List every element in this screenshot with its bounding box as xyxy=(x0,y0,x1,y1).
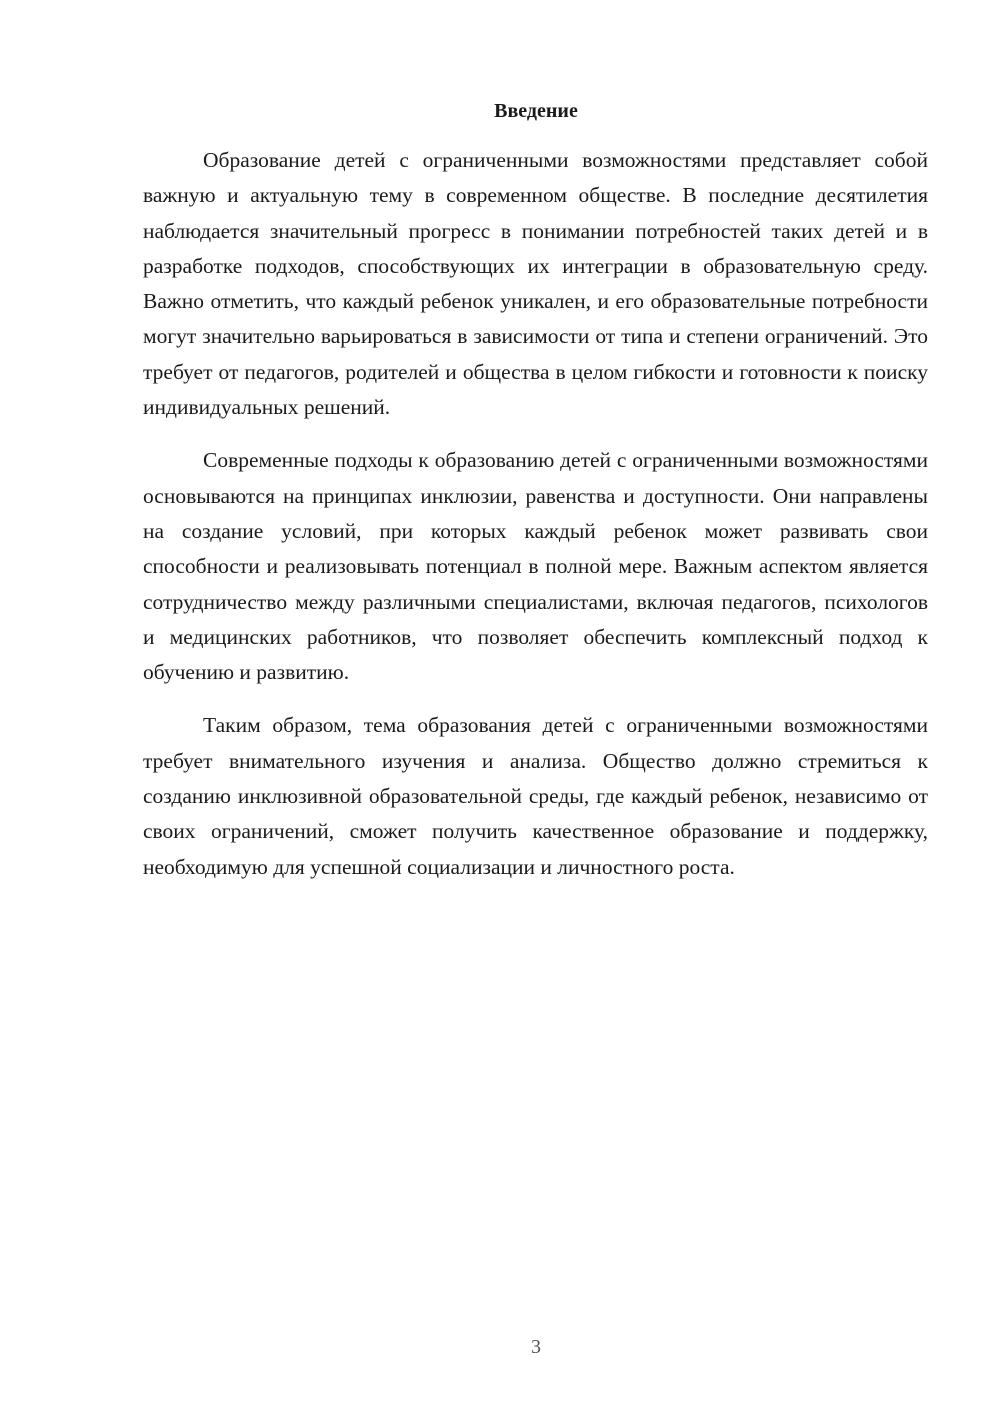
page-number: 3 xyxy=(531,1336,541,1358)
body-text xyxy=(143,143,928,903)
paragraph-3: Таким образом, тема образования детей с ограниченными возможностями требует внимательного изучения и анализа. Общество должно стремиться к созданию инклюзивной образовательной среды, где каждый ребенок, независимо от своих ограничений, сможет получить качественное образование и поддержку, необходимую для успешной социализации и личностного роста. xyxy=(143,713,928,879)
section-heading: Введение xyxy=(494,100,578,122)
paragraph-2: Современные подходы к образованию детей с ограниченными возможностями основываются на принципах инклюзии, равенства и доступности. Они направлены на создание условий, при которых каждый ребенок может развивать свои способности и реализовывать потенциал в полной мере. Важным аспектом является сотрудничество между различными специалистами, включая педагогов, психологов и медицинских работников, что позволяет обеспечить комплексный подход к обучению и развитию. xyxy=(143,448,928,685)
paragraph-1: Образование детей с ограниченными возможностями представляет собой важную и актуальную тему в современном обществе. В последние десятилетия наблюдается значительный прогресс в понимании потребностей таких детей и в разработке подходов, способствующих их интеграции в образовательную среду. Важно отметить, что каждый ребенок уникален, и его образовательные потребности могут значительно варьироваться в зависимости от типа и степени ограничений. Это требует от педагогов, родителей и общества в целом гибкости и готовности к поиску индивидуальных решений. xyxy=(143,148,928,420)
